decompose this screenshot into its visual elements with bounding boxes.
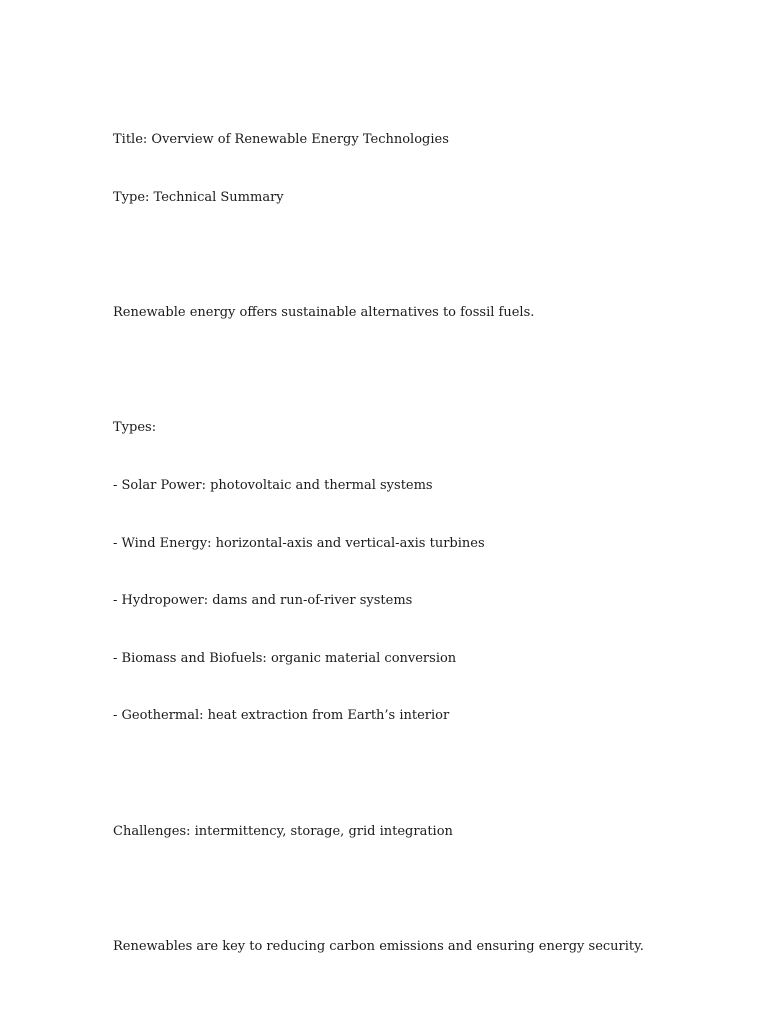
paragraph-gap	[113, 764, 713, 783]
list-item: - Wind Energy: horizontal-axis and vertical-axis turbines	[113, 535, 485, 551]
document-type-line: Type: Technical Summary	[113, 190, 284, 205]
paragraph-gap	[113, 361, 713, 380]
types-heading: Types:	[113, 420, 157, 436]
challenges-paragraph: Challenges: intermittency, storage, grid integration	[113, 823, 453, 839]
paragraph-gap	[113, 246, 713, 265]
list-item: - Hydropower: dams and run-of-river systems	[113, 593, 413, 609]
list-item: - Geothermal: heat extraction from Earth’s interior	[113, 708, 450, 724]
intro-paragraph: Renewable energy offers sustainable alternatives to fossil fuels.	[113, 305, 535, 321]
document-title-line: Title: Overview of Renewable Energy Technologies	[113, 132, 449, 148]
paragraph-gap	[113, 879, 713, 898]
list-item: - Solar Power: photovoltaic and thermal systems	[113, 477, 433, 493]
conclusion-paragraph: Renewables are key to reducing carbon emissions and ensuring energy security.	[113, 938, 644, 954]
document-body	[113, 92, 713, 994]
list-item: - Biomass and Biofuels: organic material conversion	[113, 650, 457, 666]
